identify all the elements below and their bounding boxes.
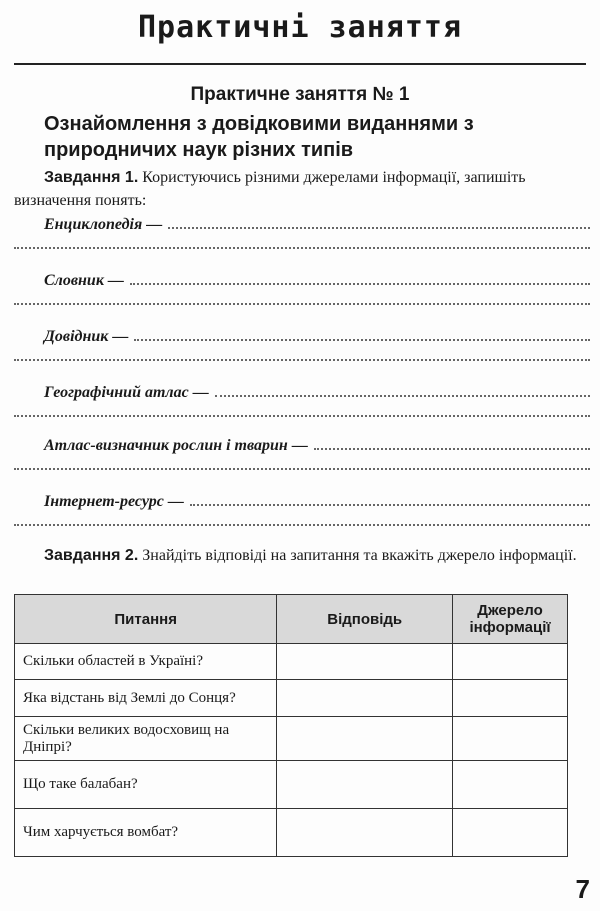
table-row <box>15 680 568 717</box>
table-header-row <box>15 595 568 644</box>
answer-line[interactable] <box>14 468 590 470</box>
column-header: Питання <box>15 595 277 644</box>
question-cell: Скільки великих водосховищ на Дніпрі? <box>15 717 277 761</box>
question-cell: Чим харчується вомбат? <box>15 809 277 857</box>
task-1-text: Користуючись різними джерелами інформації, запишіть визначення понять: <box>14 169 526 209</box>
source-cell[interactable] <box>453 680 568 717</box>
answer-line[interactable] <box>14 247 590 249</box>
table-row <box>15 761 568 809</box>
answer-cell[interactable] <box>277 680 453 717</box>
term-row <box>44 271 590 290</box>
column-header: Джерело інформації <box>453 595 568 644</box>
answer-line[interactable] <box>130 271 590 285</box>
term-row <box>44 215 590 234</box>
term-label: Географічний атлас — <box>44 384 209 401</box>
term-row <box>44 492 590 511</box>
answer-line[interactable] <box>14 303 590 305</box>
source-cell[interactable] <box>453 809 568 857</box>
answer-cell[interactable] <box>277 717 453 761</box>
answer-cell[interactable] <box>277 761 453 809</box>
term-row <box>44 436 590 455</box>
term-row <box>44 327 590 346</box>
task-1-instruction <box>14 166 592 212</box>
task-2-label: Завдання 2. <box>44 547 139 564</box>
lesson-title: Ознайомлення з довідковими виданнями з природничих наук різних типів <box>44 113 474 161</box>
answer-line[interactable] <box>14 359 590 361</box>
term-label: Інтернет-ресурс — <box>44 493 184 510</box>
task-2-instruction <box>14 544 592 567</box>
table-row <box>15 809 568 857</box>
term-label: Енциклопедія — <box>44 216 163 233</box>
page-header-title: Практичні заняття <box>137 10 463 45</box>
source-cell[interactable] <box>453 717 568 761</box>
table-row <box>15 717 568 761</box>
question-cell: Що таке балабан? <box>15 761 277 809</box>
term-label: Атлас-визначник рослин і тварин — <box>44 437 308 454</box>
lesson-number: Практичне заняття № 1 <box>190 84 410 105</box>
page-number: 7 <box>575 874 590 904</box>
answer-line[interactable] <box>168 215 590 229</box>
question-cell: Яка відстань від Землі до Сонця? <box>15 680 277 717</box>
answer-line[interactable] <box>314 436 590 450</box>
header-divider <box>14 63 586 65</box>
questions-table <box>14 594 568 857</box>
column-header: Відповідь <box>277 595 453 644</box>
answer-line[interactable] <box>215 383 590 397</box>
answer-line[interactable] <box>14 524 590 526</box>
answer-line[interactable] <box>134 327 590 341</box>
source-cell[interactable] <box>453 644 568 680</box>
term-row <box>44 383 590 402</box>
answer-line[interactable] <box>190 492 590 506</box>
answer-line[interactable] <box>14 415 590 417</box>
question-cell: Скільки областей в Україні? <box>15 644 277 680</box>
source-cell[interactable] <box>453 761 568 809</box>
answer-cell[interactable] <box>277 644 453 680</box>
term-label: Словник — <box>44 272 124 289</box>
term-label: Довідник — <box>44 328 129 345</box>
answer-cell[interactable] <box>277 809 453 857</box>
table-row <box>15 644 568 680</box>
task-2-text: Знайдіть відповіді на запитання та вкажіть джерело інформації. <box>142 547 577 564</box>
task-1-label: Завдання 1. <box>44 169 139 186</box>
